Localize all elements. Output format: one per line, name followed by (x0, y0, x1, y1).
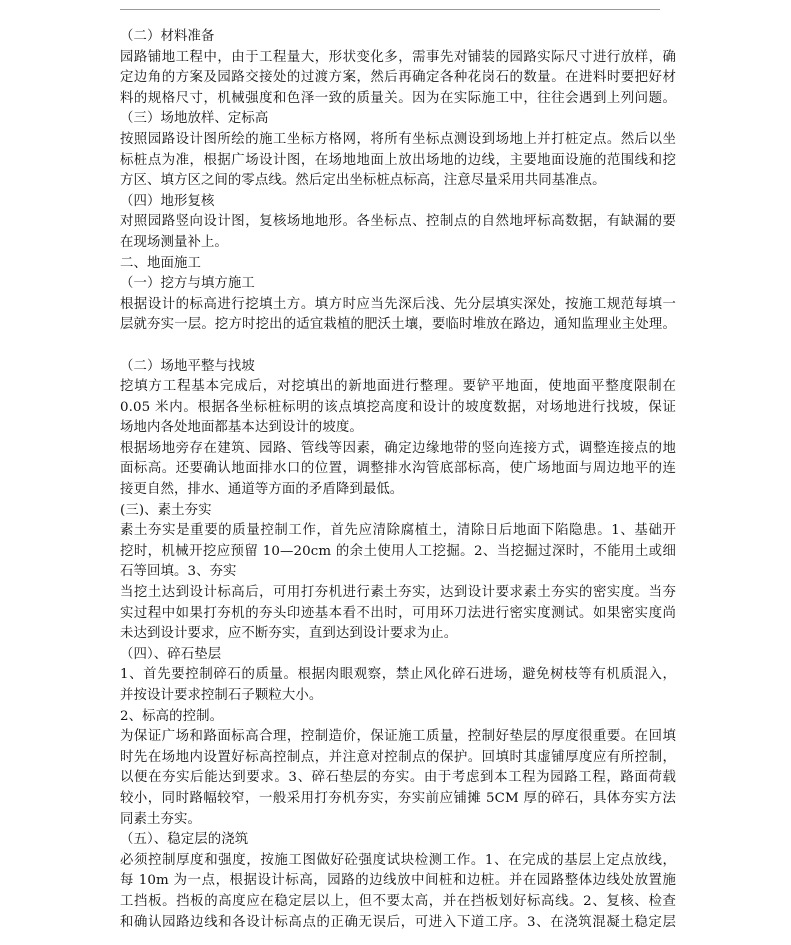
text-line: 时先在场地内设置好标高控制点，并注意对控制点的保护。回填时其虚铺厚度应有所控制， (120, 749, 676, 765)
text-line: （四）地形复核 (120, 193, 215, 209)
text-line: 层就夯实一层。挖方时挖出的适宜栽植的肥沃土壤，要临时堆放在路边，通知监理业主处理。 (120, 317, 676, 333)
text-line: 定边角的方案及园路交接处的过渡方案，然后再确定各种花岗石的数量。在进料时要把好材 (120, 70, 676, 86)
text-line: 根据场地旁存在建筑、园路、管线等因素，确定边缘地带的竖向连接方式，调整连接点的地 (120, 440, 676, 456)
text-line: （五）、稳定层的浇筑 (120, 832, 249, 848)
text-line: 接更自然，排水、通道等方面的矛盾降到最低。 (120, 482, 404, 498)
text-line: 0.05 米内。根据各坐标桩标明的该点填挖高度和设计的坡度数据，对场地进行找坡，保证 (120, 399, 676, 415)
text-line: 每 10m 为一点，根据设计标高，园路的边线放中间桩和边桩。并在园路整体边线处放置施 (120, 873, 676, 889)
text-line: 2、标高的控制。 (120, 708, 224, 724)
text-line: 以便在夯实后能达到要求。3、碎石垫层的夯实。由于考虑到本工程为园路工程，路面荷载 (120, 770, 676, 786)
text-line: 二、地面施工 (120, 255, 201, 271)
text-line: 按照园路设计图所绘的施工坐标方格网，将所有坐标点测设到场地上并打桩定点。然后以坐 (120, 131, 676, 147)
text-line: （一）挖方与填方施工 (120, 276, 255, 292)
text-line: 面标高。还要确认地面排水口的位置，调整排水沟管底部标高，使广场地面与周边地平的连 (120, 461, 676, 477)
document-body (120, 27, 676, 933)
text-line: 当挖土达到设计标高后，可用打夯机进行素土夯实，达到设计要求素土夯实的密实度。当夯 (120, 585, 676, 601)
text-line: 挖填方工程基本完成后，对挖填出的新地面进行整理。要铲平地面，使地面平整度限制在 (120, 379, 676, 395)
text-line: 石等回填。3、夯实 (120, 564, 237, 580)
text-line: 工挡板。挡板的高度应在稳定层以上，但不要太高，并在挡板划好标高线。2、复核、检查 (120, 893, 676, 909)
text-line: （二）材料准备 (120, 29, 215, 44)
text-line: 园路铺地工程中，由于工程量大，形状变化多，需事先对铺装的园路实际尺寸进行放样，确 (120, 49, 676, 65)
text-line: （四）、碎石垫层 (120, 646, 222, 662)
text-line: 必须控制厚度和强度，按施工图做好砼强度试块检测工作。1、在完成的基层上定点放线， (120, 852, 676, 868)
text-line: 实过程中如果打夯机的夯头印迹基本看不出时，可用环刀法进行密实度测试。如果密实度尚 (120, 605, 676, 621)
header-rule (120, 9, 660, 10)
text-line: 和确认园路边线和各设计标高点的正确无误后，可进入下道工序。3、在浇筑混凝土稳定层 (120, 914, 676, 930)
text-line: 标桩点为准，根据广场设计图，在场地地面上放出场地的边线，主要地面设施的范围线和挖 (120, 152, 676, 168)
blank-line (120, 336, 676, 357)
text-line: 1、首先要控制碎石的质量。根据肉眼观察，禁止风化碎石进场，避免树枝等有机质混入， (120, 667, 676, 683)
text-line: （二）场地平整与找坡 (120, 358, 255, 374)
text-line: 为保证广场和路面标高合理，控制造价，保证施工质量，控制好垫层的厚度很重要。在回填 (120, 729, 676, 745)
text-line: 挖时，机械开挖应预留 10—20cm 的余土使用人工挖掘。2、当挖掘过深时，不能用土或细 (120, 543, 676, 559)
text-line: 未达到设计要求，应不断夯实，直到达到设计要求为止。 (120, 626, 458, 642)
text-line: 并按设计要求控制石子颗粒大小。 (120, 688, 323, 703)
text-line: 根据设计的标高进行挖填土方。填方时应当先深后浅、先分层填实深处，按施工规范每填一 (120, 296, 676, 312)
text-line: 对照园路竖向设计图，复核场地地形。各坐标点、控制点的自然地坪标高数据，有缺漏的要 (120, 214, 676, 230)
text-line: 方区、填方区之间的零点线。然后定出坐标桩点标高，注意尽量采用共同基准点。 (120, 173, 606, 189)
text-line: 较小，同时路幅较窄，一般采用打夯机夯实，夯实前应铺摊 5CM 厚的碎石，具体夯实方法 (120, 790, 676, 806)
text-line: 场地内各处地面都基本达到设计的坡度。 (120, 420, 363, 436)
text-line: （三）场地放样、定标高 (120, 111, 269, 127)
text-line: 同素土夯实。 (120, 811, 201, 827)
text-line: 素土夯实是重要的质量控制工作，首先应清除腐植土，清除日后地面下陷隐患。1、基础开 (120, 523, 676, 539)
text-line: (三)、素土夯实 (120, 502, 212, 518)
text-line: 料的规格尺寸，机械强度和色泽一致的质量关。因为在实际施工中，往往会遇到上列问题。 (120, 90, 676, 106)
text-line: 在现场测量补上。 (120, 234, 228, 250)
